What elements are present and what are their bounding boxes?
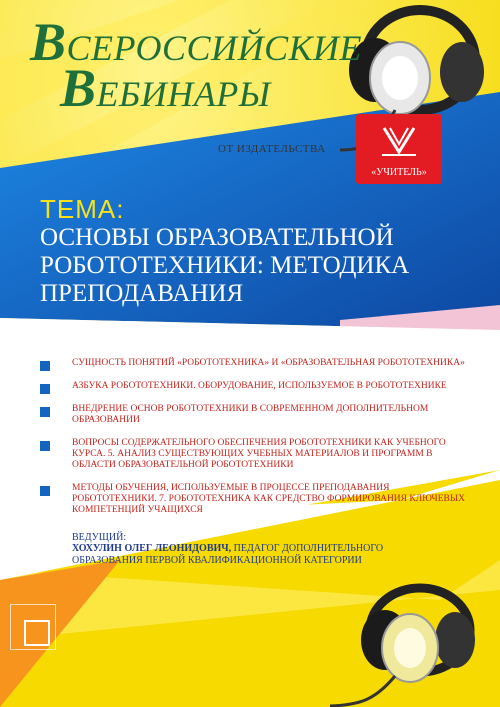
list-item: [40, 404, 470, 426]
list-item-text: АЗБУКА РОБОТОТЕХНИКИ. ОБОРУДОВАНИЕ, ИСПОЛЬЗУЕМОЕ В РОБОТОТЕХНИКЕ: [72, 381, 447, 391]
presenter-info: [72, 543, 432, 567]
webinar-title: [40, 224, 480, 308]
decorative-square: [24, 620, 50, 646]
square-bullet-icon: [40, 407, 50, 417]
list-item: [40, 438, 470, 471]
square-bullet-icon: [40, 441, 50, 451]
list-item: [40, 381, 470, 392]
square-bullet-icon: [40, 486, 50, 496]
brand-line-2: [60, 58, 362, 118]
presenter-label: ВЕДУЩИЙ:: [72, 532, 127, 543]
list-item-text: СУЩНОСТЬ ПОНЯТИЙ «РОБОТОТЕХНИКА» И «ОБРАЗОВАТЕЛЬНАЯ РОБОТОТЕХНИКА»: [72, 358, 465, 368]
presenter-description: ПЕДАГОГ ДОПОЛНИТЕЛЬНОГО ОБРАЗОВАНИЯ ПЕРВОЙ КВАЛИФИКАЦИОННОЙ КАТЕГОРИИ: [72, 543, 384, 566]
presenter-name: ХОХУЛИН ОЛЕГ ЛЕОНИДОВИЧ,: [72, 543, 232, 554]
square-bullet-icon: [40, 361, 50, 371]
publisher-text: ОТ ИЗДАТЕЛЬСТВА: [218, 143, 326, 155]
list-item: [40, 358, 470, 369]
brand-rest-2: ЕБИНАРЫ: [96, 74, 271, 114]
list-item: [40, 483, 470, 516]
list-item-text: ВОПРОСЫ СОДЕРЖАТЕЛЬНОГО ОБЕСПЕЧЕНИЯ РОБОТОТЕХНИКИ КАК УЧЕБНОГО КУРСА. 5. АНАЛИЗ СУЩЕСТВУЮЩИХ УЧЕБНЫХ МАТЕРИАЛОВ И ПРОГРАММ В ОБЛАСТИ ОБРАЗОВАТЕЛЬНОЙ РОБОТОТЕХНИКИ: [72, 438, 446, 470]
topics-list: [40, 358, 470, 528]
title-line: ОСНОВЫ ОБРАЗОВАТЕЛЬНОЙ: [40, 224, 394, 251]
brand-cap-2: В: [60, 58, 97, 118]
logo-label: «УЧИТЕЛЬ»: [371, 167, 427, 178]
brand-rest-1: СЕРОССИЙСКИЕ: [66, 28, 362, 68]
brand-cap-1: В: [30, 12, 67, 72]
presenter-block: [72, 532, 432, 567]
square-bullet-icon: [40, 384, 50, 394]
list-item-text: ВНЕДРЕНИЕ ОСНОВ РОБОТОТЕХНИКИ В СОВРЕМЕННОМ ДОПОЛНИТЕЛЬНОМ ОБРАЗОВАНИИ: [72, 404, 429, 425]
brand-title: [30, 12, 362, 118]
topic-label: ТЕМА:: [40, 194, 125, 224]
list-item-text: МЕТОДЫ ОБУЧЕНИЯ, ИСПОЛЬЗУЕМЫЕ В ПРОЦЕССЕ ПРЕПОДАВАНИЯ РОБОТОТЕХНИКИ. 7. РОБОТОТЕХНИКА КАК СРЕДСТВО ФОРМИРОВАНИЯ КЛЮЧЕВЫХ КОМПЕТЕНЦИЙ УЧАЩИХСЯ: [72, 483, 466, 515]
title-line: ПРЕПОДАВАНИЯ: [40, 280, 244, 307]
uchitel-logo-icon: [356, 114, 442, 184]
title-line: РОБОТОТЕХНИКИ: МЕТОДИКА: [40, 252, 410, 279]
